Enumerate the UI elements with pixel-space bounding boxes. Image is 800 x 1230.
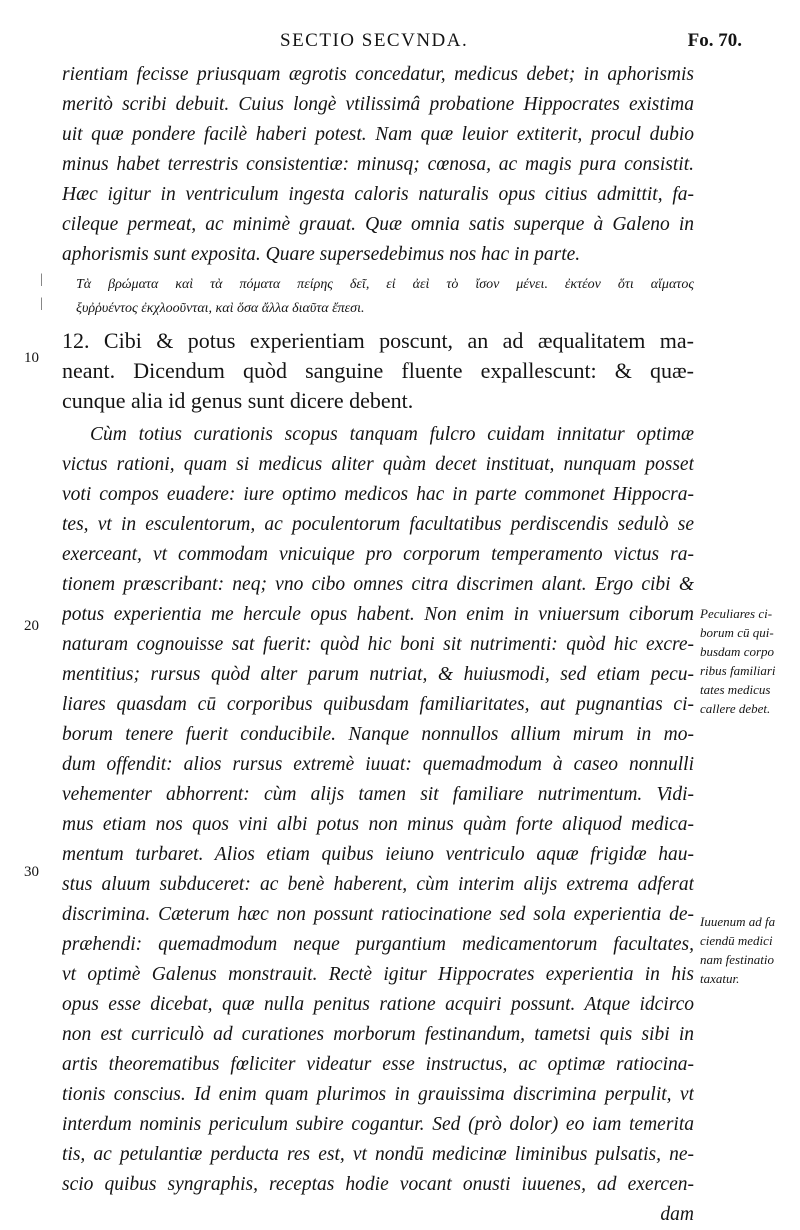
section-title: SECTIO SECVNDA.: [280, 30, 469, 51]
marginal-note-iuuenum: [700, 912, 796, 988]
text-line: discrimina. Cæterum hæc non possunt ratiocinatione sed sola experientia de-: [62, 904, 694, 925]
text-line: non est curriculò ad curationes morborum festinandum, tametsi quis sibi in: [62, 1024, 694, 1045]
text-line: borum tenere fuerit conducibile. Nanque nonnullos allium mirum in mo-: [62, 724, 694, 745]
aphorism-line: cunque alia id genus sunt dicere debent.: [62, 388, 414, 413]
text-line: præhendi: quemadmodum neque purgantium medicamentorum facultates,: [62, 934, 694, 955]
text-line: mentitius; rursus quòd alter parum nutriat, & huiusmodi, sed etiam pecu-: [62, 664, 694, 685]
text-line: vehementer abhorrent: cùm alijs tamen sit familiare nutrimentum. Vidi-: [62, 784, 694, 805]
text-line: vt optimè Galenus monstrauit. Rectè igitur Hippocrates experientia in his: [62, 964, 694, 985]
line-number: 30: [24, 864, 39, 880]
text-line: potus experientia me hercule opus habent. Non enim in vniuersum ciborum: [62, 604, 694, 625]
marginal-note-line: Iuuenum ad fa: [700, 914, 776, 929]
text-line: interdum nominis periculum subire cogantur. Sed (prò dolor) eo iam temerita: [62, 1114, 694, 1135]
text-line: dum offendit: alios rursus extremè iuuat: quemadmodum à caseo nonnulli: [62, 754, 694, 775]
text-line: rientiam fecisse priusquam ægrotis concedatur, medicus debet; in aphorismis: [62, 64, 694, 85]
marginal-note-line: borum cū qui-: [700, 625, 774, 640]
text-line: victus rationi, quam si medicus aliter quàm decet instituat, nunquam posset: [62, 454, 694, 475]
text-line: Hæc igitur in ventriculum ingesta caloris naturalis opus citius admittit, fa-: [62, 184, 694, 205]
text-line: aphorismis sunt exposita. Quare supersedebimus nos hac in parte.: [62, 244, 581, 265]
marginal-note-peculiares: [700, 604, 796, 718]
margin-tick: |: [40, 272, 43, 287]
text-line: cileque permeat, ac minimè grauat. Quæ omnia satis superque à Galeno in: [62, 214, 694, 235]
marginal-note-line: ribus familiari: [700, 663, 776, 678]
text-line: exerceant, vt commodam vnicuique pro corporum temperamento victus ra-: [62, 544, 694, 565]
line-number: 10: [24, 350, 39, 366]
marginal-note-line: tates medicus: [700, 682, 771, 697]
text-line: mus etiam nos quos vini albi potus non minus quàm forte aliquod medica-: [62, 814, 694, 835]
text-line: voti compos euadere: iure optimo medicos hac in parte commonet Hippocra-: [62, 484, 694, 505]
aphorism-line: neant. Dicendum quòd sanguine fluente expallescunt: & quæ-: [62, 358, 694, 383]
marginal-note-line: taxatur.: [700, 971, 740, 986]
text-line: tionem præscribant: neq; vno cibo omnes citra discrimen alant. Ergo cibi &: [62, 574, 694, 595]
running-header: [60, 30, 780, 60]
text-line: uit quæ pondere facilè haberi potest. Nam quæ leuior extiterit, procul dubio: [62, 124, 694, 145]
text-line: meritò scribi debuit. Cuius longè vtilissimâ probatione Hippocrates existima: [62, 94, 694, 115]
marginal-note-line: nam festinatio: [700, 952, 775, 967]
catchword: dam: [660, 1204, 694, 1225]
text-line: mentum turbaret. Alios etiam quibus ieiuno ventriculo aquæ frigidæ hau-: [62, 844, 694, 865]
text-line: naturam cognouisse sat fuerit: quòd hic boni sit nutrimenti: quòd hic excre-: [62, 634, 694, 655]
text-line: tionis conscius. Id enim quam plurimos in grauissima discrimina perpulit, vt: [62, 1084, 694, 1105]
marginal-note-line: callere debet.: [700, 701, 771, 716]
marginal-note-line: busdam corpo: [700, 644, 775, 659]
text-line: tis, ac petulantiæ perducta res est, vt nondū medicinæ liminibus pulsatis, ne-: [62, 1144, 694, 1165]
marginal-note-line: Peculiares ci-: [700, 606, 773, 621]
text-line: liares quasdam cū corporibus quibusdam familiaritates, aut pugnantias ci-: [62, 694, 694, 715]
text-line: minus habet terrestris consistentiæ: minusq; cœnosa, ac magis pura consistit.: [62, 154, 694, 175]
text-line: Cùm totius curationis scopus tanquam fulcro cuidam innitatur optimæ: [90, 424, 694, 445]
margin-tick: |: [40, 296, 43, 311]
folio-number: Fo. 70.: [687, 30, 742, 51]
greek-line: ξυῤῥυέντος ἐκχλοοῦνται, καὶ ὅσα ἄλλα διαῦτα ἔπεσι.: [76, 301, 365, 316]
marginal-note-line: ciendū medici: [700, 933, 773, 948]
text-line: artis theorematibus fœliciter videatur esse instructus, ac optimæ ratiocina-: [62, 1054, 694, 1075]
greek-line: Τὰ βρώματα καὶ τὰ πόματα πείρης δεῖ, εἰ ἀεὶ τὸ ἴσον μένει. ἐκτέον ὅτι αἵματος: [76, 277, 694, 292]
aphorism-line: 12. Cibi & potus experientiam poscunt, an ad æqualitatem ma-: [62, 328, 694, 353]
text-line: scio quibus syngraphis, receptas hodie vocant onusti iuuenes, ad exercen-: [62, 1174, 694, 1195]
text-line: opus esse dicebat, quæ nulla penitus ratione acquiri possunt. Atque idcirco: [62, 994, 694, 1015]
text-line: tes, vt in esculentorum, ac poculentorum facultatibus perdiscendis sedulò se: [62, 514, 694, 535]
line-number: 20: [24, 618, 39, 634]
text-line: stus aluum subduceret: ac benè haberent, cùm interim alijs extrema adferat: [62, 874, 694, 895]
